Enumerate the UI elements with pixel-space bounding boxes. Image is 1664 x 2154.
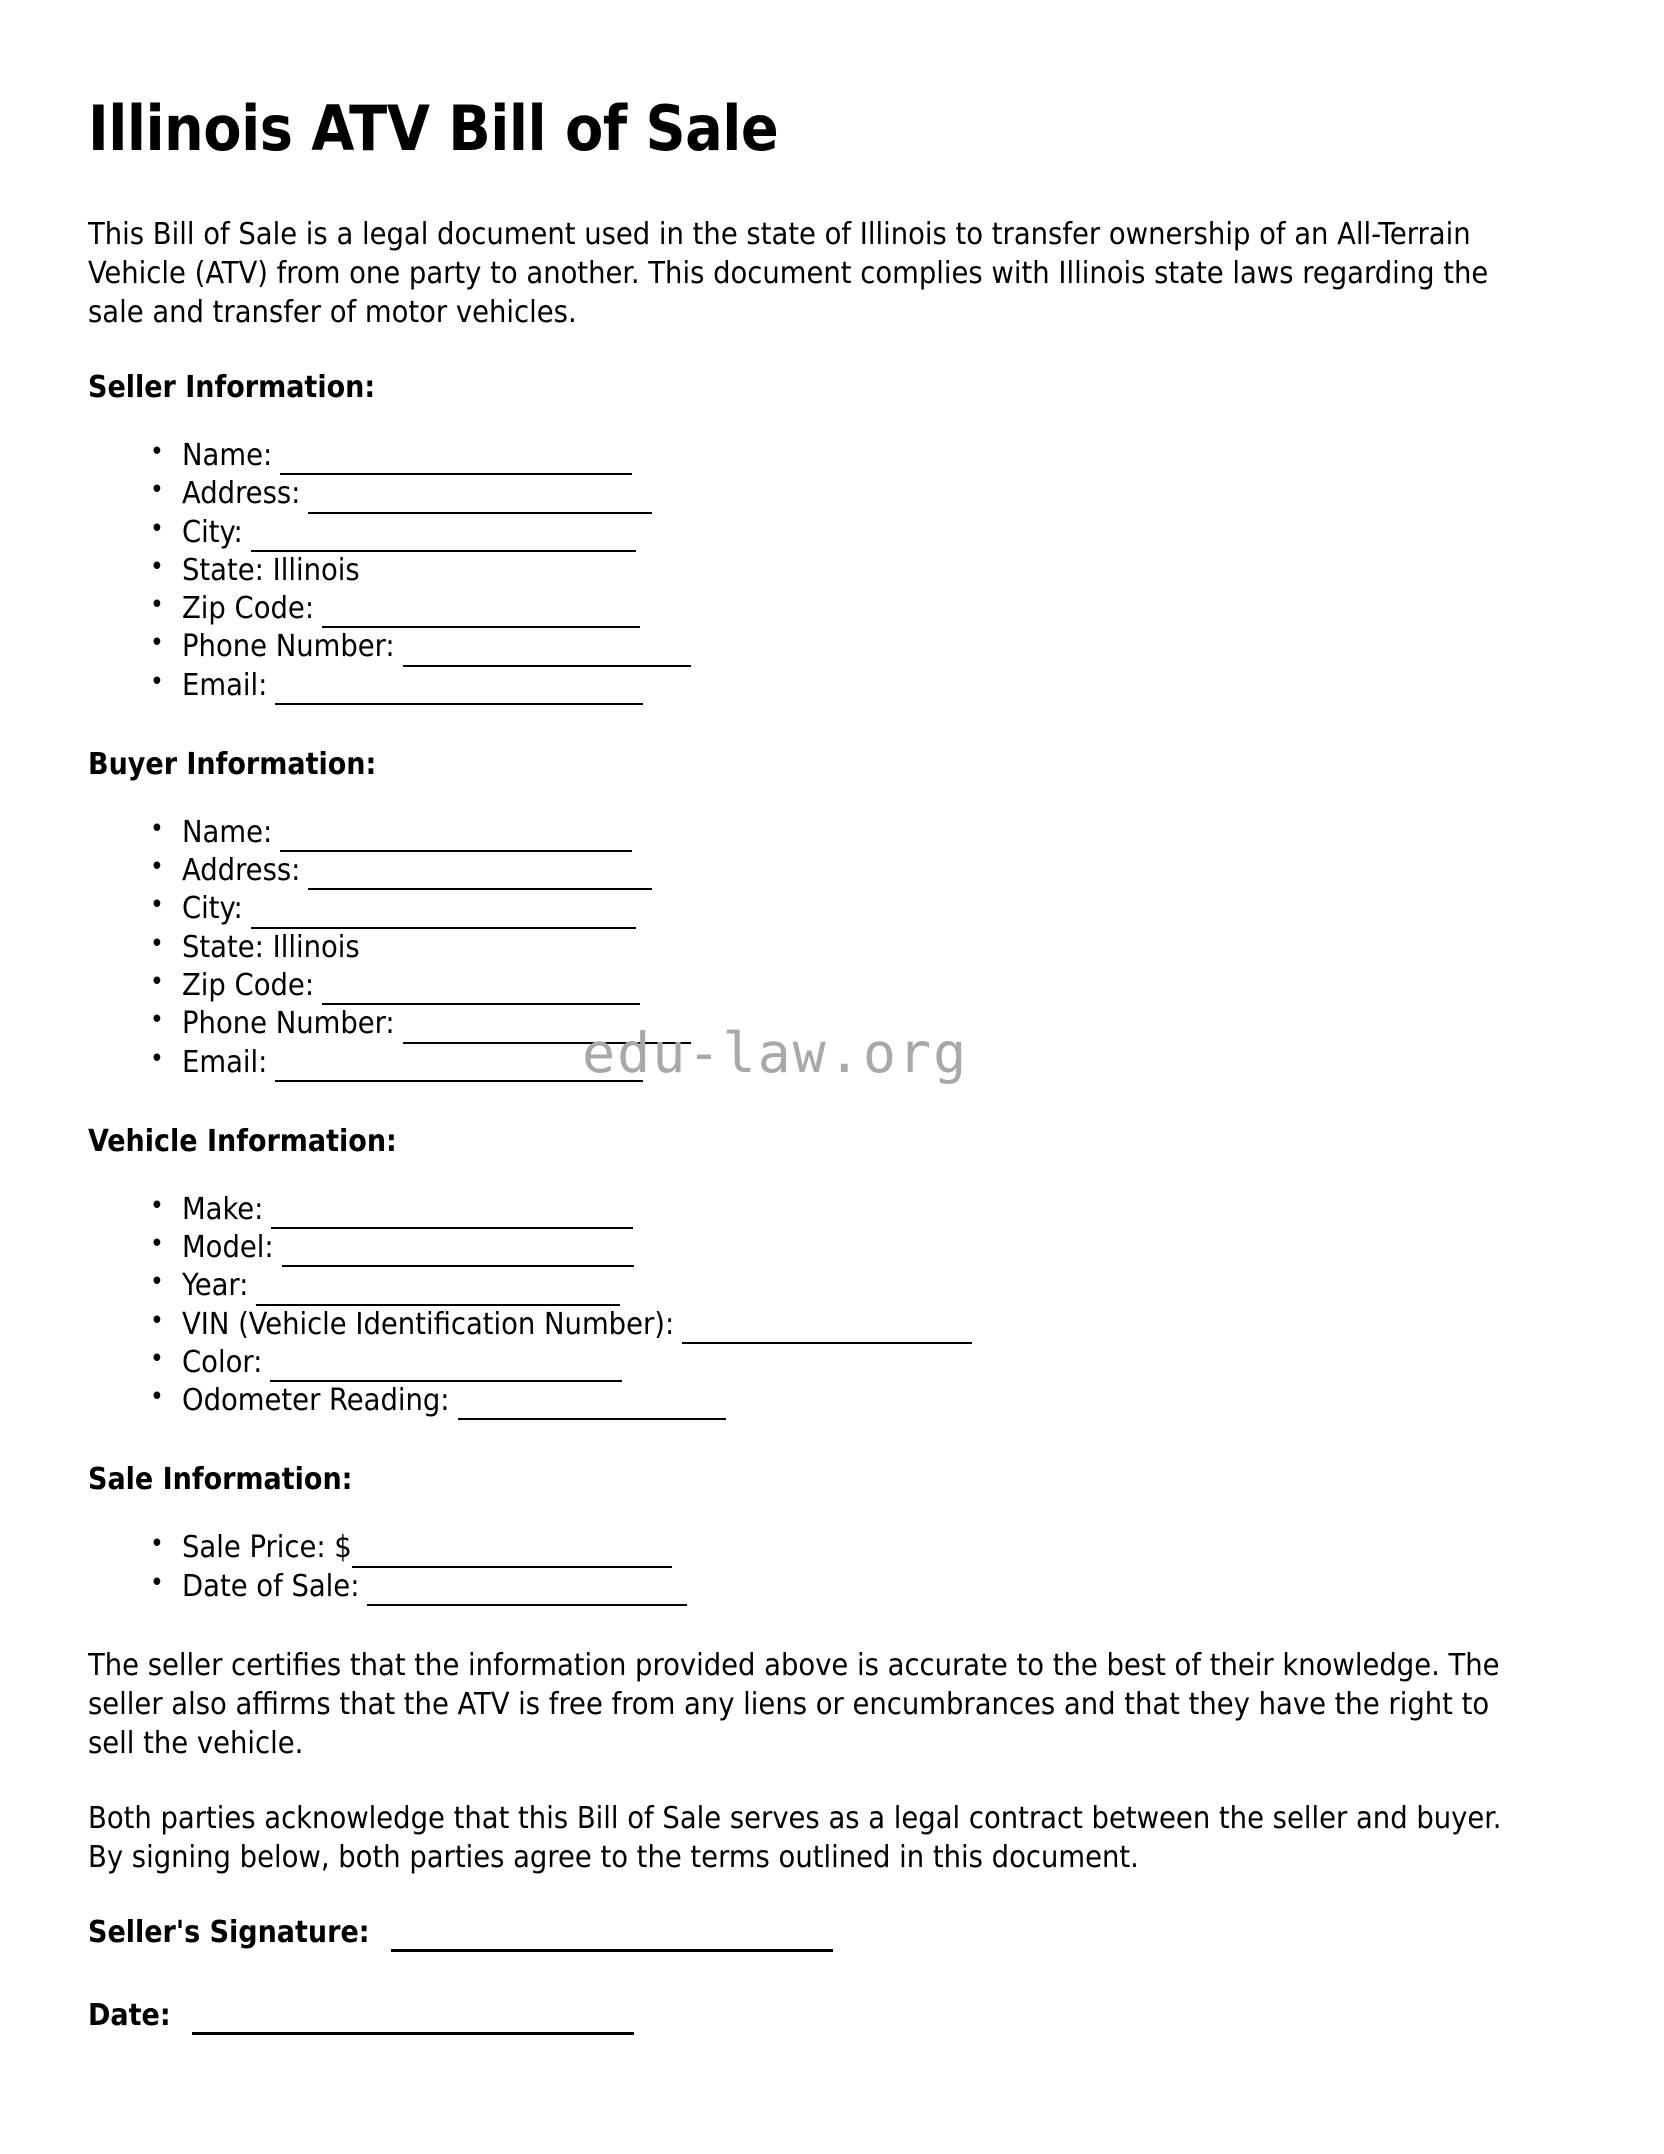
field-blank-line[interactable]: [251, 522, 636, 552]
list-item: [144, 667, 1544, 705]
field-blank-line[interactable]: [275, 1052, 643, 1082]
field-label: State:: [182, 929, 264, 965]
field-label: Phone Number:: [182, 629, 395, 665]
date-line[interactable]: [192, 2004, 634, 2035]
field-label: Name:: [182, 438, 273, 474]
field-blank-line[interactable]: [322, 598, 640, 628]
field-label: State:: [182, 552, 264, 588]
field-label: Address:: [182, 476, 301, 512]
list-item: [144, 552, 1544, 590]
certification-paragraph: The seller certifies that the information provided above is accurate to the best of their knowledge. The seller also affirms that the ATV is free from any liens or encumbrances and that they have the right to sell the vehicle.: [88, 1647, 1500, 1761]
list-item: [144, 814, 1544, 852]
sale-information-fields: [88, 1529, 1544, 1606]
field-label: Email:: [182, 667, 268, 703]
field-label: City:: [182, 891, 243, 927]
field-label: Year:: [182, 1268, 249, 1304]
field-blank-line[interactable]: [256, 1276, 620, 1306]
list-item: [144, 1191, 1544, 1229]
field-blank-line[interactable]: [322, 975, 640, 1005]
field-blank-line[interactable]: [352, 1538, 672, 1568]
field-value: Illinois: [263, 552, 360, 588]
seller-information-fields: [88, 437, 1544, 705]
field-blank-line[interactable]: [682, 1314, 972, 1344]
acknowledgement-paragraph: Both parties acknowledge that this Bill of Sale serves as a legal contract between the seller and buyer. By signing below, both parties agree to the terms outlined in this document.: [88, 1800, 1502, 1876]
field-label: Name:: [182, 814, 273, 850]
vehicle-information-fields: [88, 1191, 1544, 1421]
list-item: [144, 1044, 1544, 1082]
field-blank-line[interactable]: [271, 1199, 633, 1229]
list-item: [144, 1005, 1544, 1043]
field-blank-line[interactable]: [308, 484, 652, 514]
field-blank-line[interactable]: [282, 1237, 634, 1267]
list-item: [144, 890, 1544, 928]
field-label: Odometer Reading:: [182, 1383, 450, 1419]
field-label: Zip Code:: [182, 591, 315, 627]
buyer-information-heading: Buyer Information:: [88, 746, 377, 782]
seller-signature-label: Seller's Signature:: [88, 1915, 370, 1951]
list-item: [144, 1229, 1544, 1267]
seller-information-heading: Seller Information:: [88, 370, 376, 406]
list-item: [144, 1306, 1544, 1344]
field-blank-line[interactable]: [367, 1576, 687, 1606]
field-label: Phone Number:: [182, 1006, 395, 1042]
field-blank-line[interactable]: [403, 637, 691, 667]
seller-signature-row: [88, 1913, 1544, 1952]
field-blank-line[interactable]: [280, 822, 632, 852]
sale-information-heading: Sale Information:: [88, 1462, 353, 1498]
field-blank-line[interactable]: [251, 899, 636, 929]
list-item: [144, 1529, 1544, 1567]
list-item: [144, 1267, 1544, 1305]
field-label: City:: [182, 514, 243, 550]
field-value: Illinois: [263, 929, 360, 965]
vehicle-information-heading: Vehicle Information:: [88, 1123, 397, 1159]
list-item: [144, 1382, 1544, 1420]
field-blank-line[interactable]: [458, 1390, 726, 1420]
list-item: [144, 475, 1544, 513]
date-row: [88, 1996, 1544, 2035]
page-title: Illinois ATV Bill of Sale: [88, 92, 779, 165]
list-item: [144, 852, 1544, 890]
field-blank-line[interactable]: [280, 445, 632, 475]
field-label: Address:: [182, 853, 301, 889]
field-label: Email:: [182, 1044, 268, 1080]
field-blank-line[interactable]: [308, 860, 652, 890]
field-blank-line[interactable]: [403, 1013, 691, 1043]
list-item: [144, 437, 1544, 475]
list-item: [144, 1568, 1544, 1606]
intro-paragraph: This Bill of Sale is a legal document used in the state of Illinois to transfer ownership of an All-Terrain Vehicle (ATV) from one party to another. This document complies with Illinois state laws regarding the sale and transfer of motor vehicles.: [88, 216, 1489, 331]
watermark: edu-law.org: [582, 1021, 969, 1085]
field-label: Zip Code:: [182, 967, 315, 1003]
list-item: [144, 628, 1544, 666]
field-blank-line[interactable]: [270, 1352, 622, 1382]
list-item: [144, 967, 1544, 1005]
field-label: Color:: [182, 1344, 263, 1380]
field-label: Date of Sale:: [182, 1568, 360, 1604]
field-label: Sale Price: $: [182, 1530, 352, 1566]
date-label: Date:: [88, 1998, 171, 2034]
list-item: [144, 514, 1544, 552]
field-blank-line[interactable]: [275, 675, 643, 705]
field-label: Model:: [182, 1230, 274, 1266]
buyer-information-fields: [88, 814, 1544, 1082]
list-item: [144, 590, 1544, 628]
seller-signature-line[interactable]: [391, 1921, 833, 1952]
list-item: [144, 929, 1544, 967]
list-item: [144, 1344, 1544, 1382]
field-label: Make:: [182, 1191, 264, 1227]
field-label: VIN (Vehicle Identification Number):: [182, 1306, 675, 1342]
